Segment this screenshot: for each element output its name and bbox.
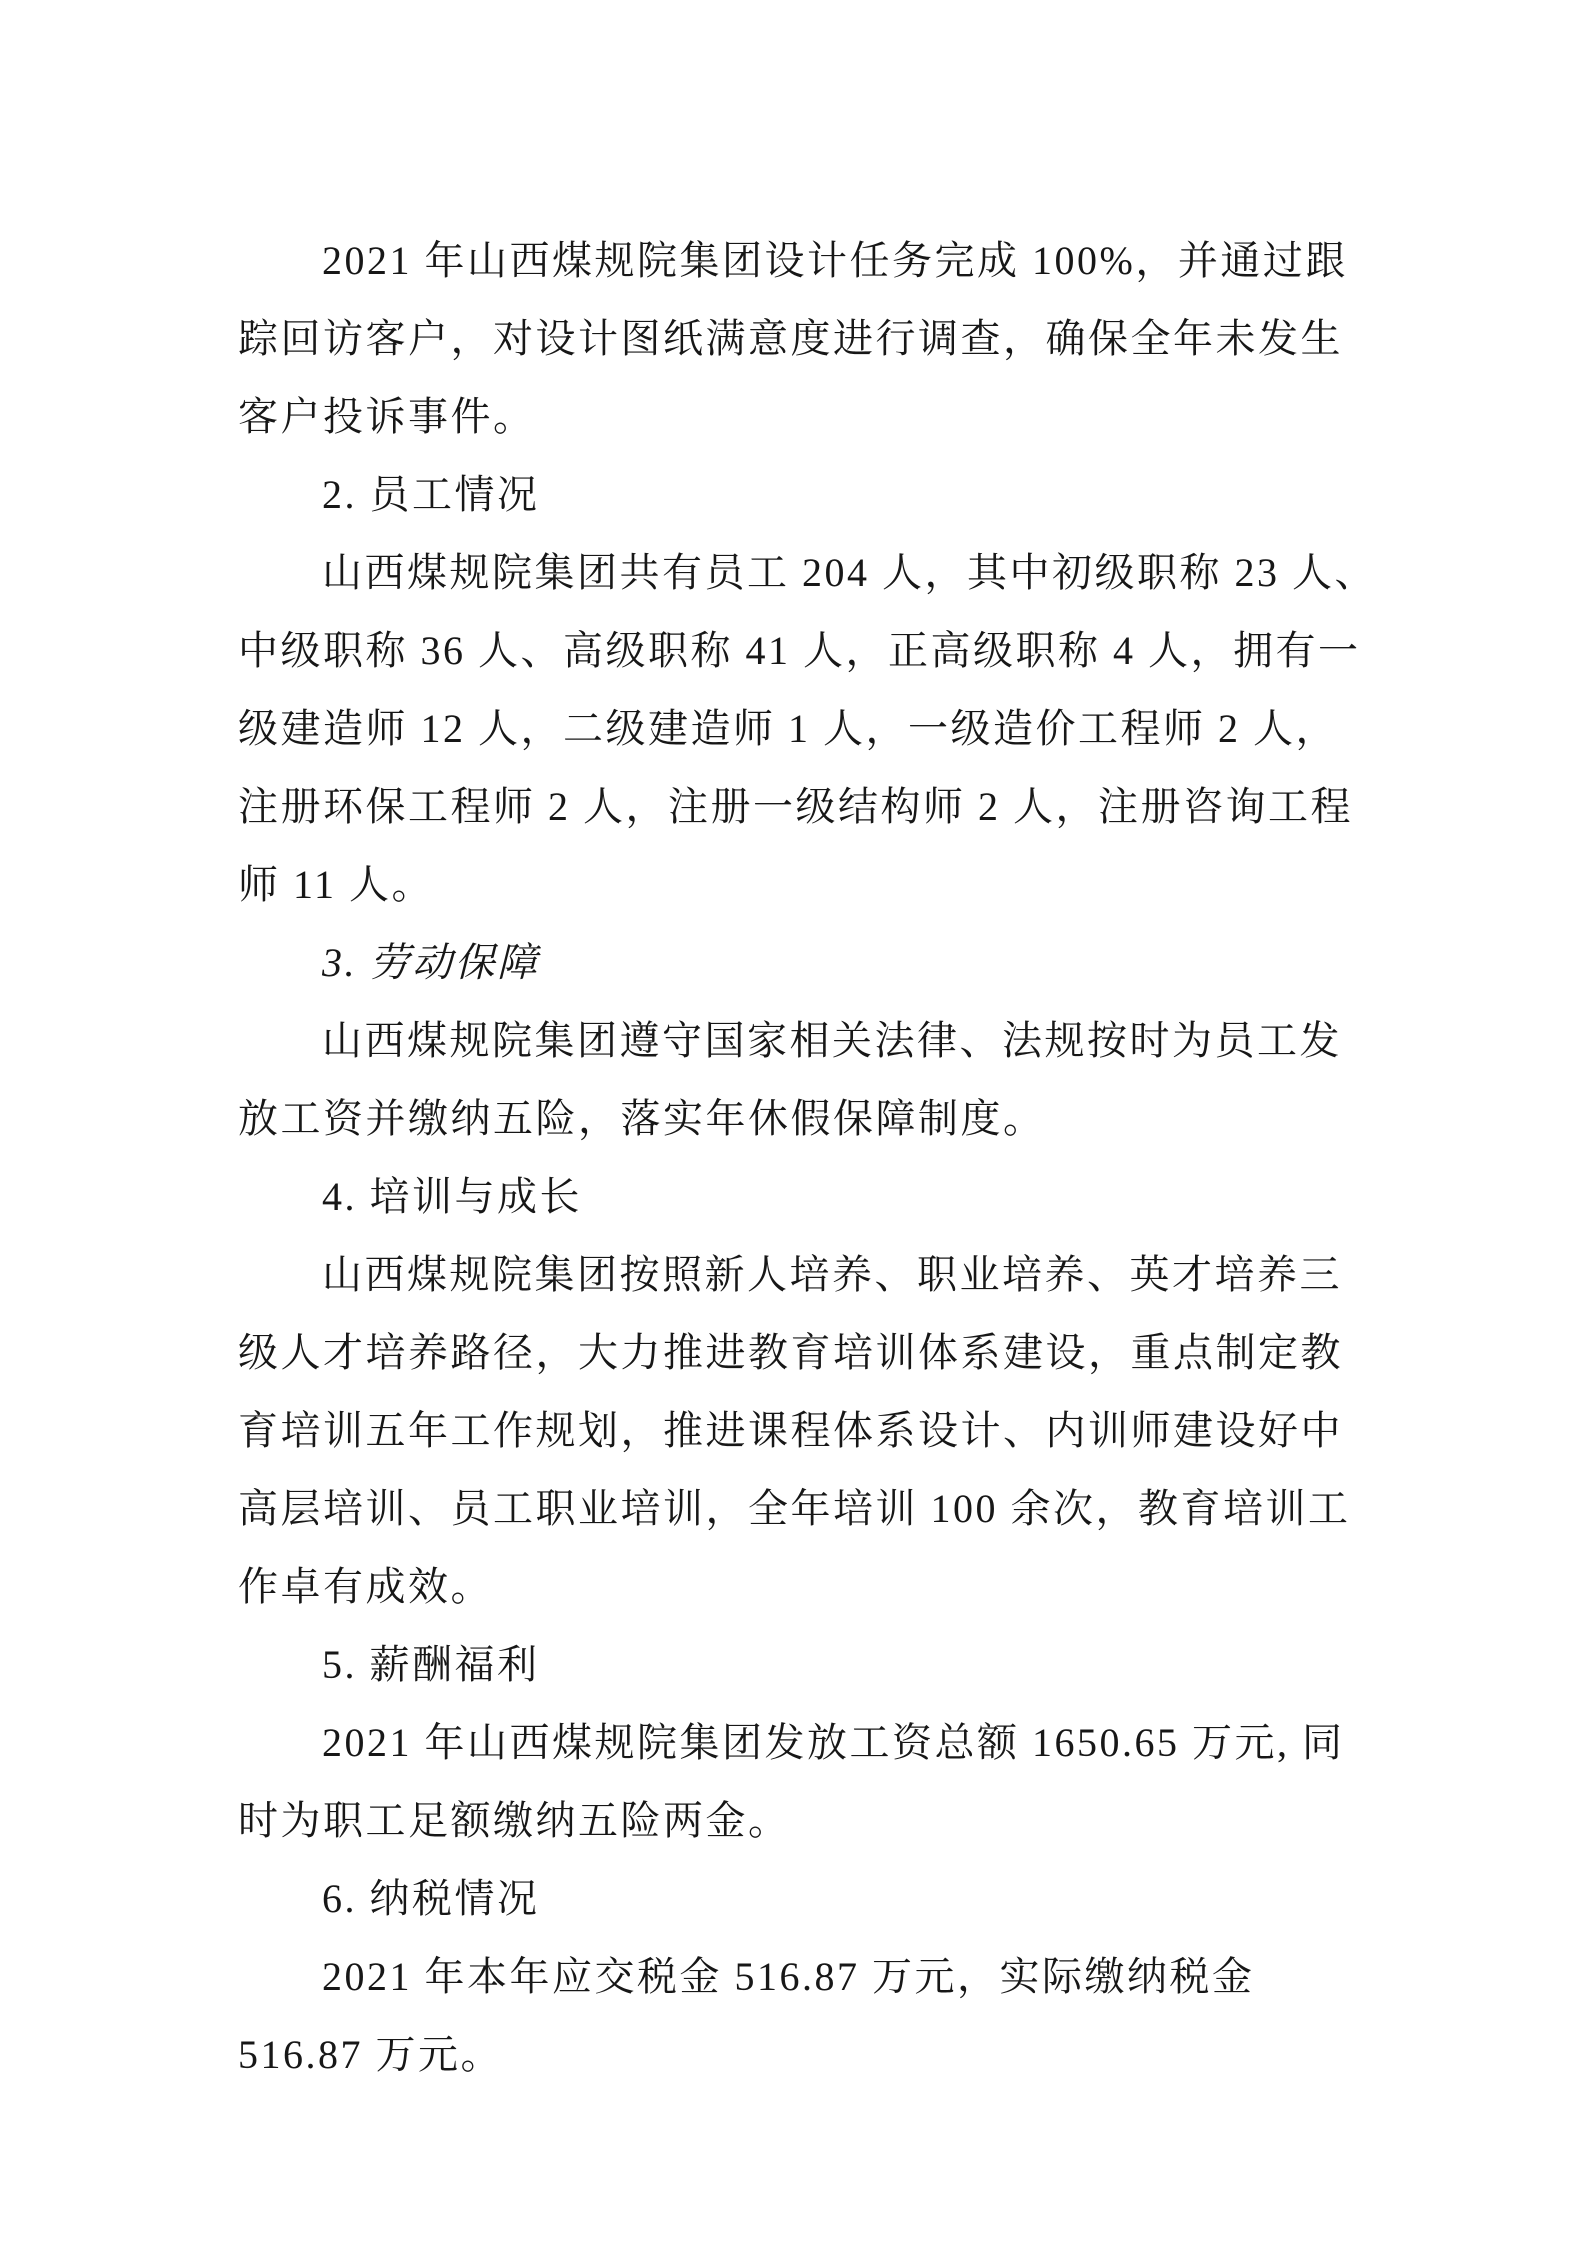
text-line-9: 师 11 人。 — [238, 862, 435, 907]
section-heading-3: 3. 劳动保障 — [322, 940, 540, 985]
text-line-2: 踪回访客户，对设计图纸满意度进行调查，确保全年未发生 — [238, 316, 1343, 361]
text-line-8: 注册环保工程师 2 人，注册一级结构师 2 人，注册咨询工程 — [238, 784, 1353, 829]
text-line-11: 山西煤规院集团遵守国家相关法律、法规按时为员工发 — [322, 1018, 1342, 1063]
section-heading-5: 5. 薪酬福利 — [322, 1642, 540, 1687]
text-line-3: 客户投诉事件。 — [238, 394, 536, 439]
document-body — [238, 222, 1377, 2094]
text-line-5: 山西煤规院集团共有员工 204 人，其中初级职称 23 人、 — [322, 550, 1377, 595]
text-line-24: 516.87 万元。 — [238, 2032, 503, 2077]
text-line-23: 2021 年本年应交税金 516.87 万元，实际缴纳税金 — [322, 1954, 1255, 1999]
text-line-16: 育培训五年工作规划，推进课程体系设计、内训师建设好中 — [238, 1408, 1343, 1453]
text-line-6: 中级职称 36 人、高级职称 41 人，正高级职称 4 人，拥有一 — [238, 628, 1361, 673]
text-line-21: 时为职工足额缴纳五险两金。 — [238, 1798, 791, 1843]
text-line-12: 放工资并缴纳五险，落实年休假保障制度。 — [238, 1096, 1046, 1141]
text-line-15: 级人才培养路径，大力推进教育培训体系建设，重点制定教 — [238, 1330, 1343, 1375]
section-heading-4: 4. 培训与成长 — [322, 1174, 582, 1219]
section-heading-6: 6. 纳税情况 — [322, 1876, 540, 1921]
text-line-17: 高层培训、员工职业培训，全年培训 100 余次，教育培训工 — [238, 1486, 1351, 1531]
text-line-14: 山西煤规院集团按照新人培养、职业培养、英才培养三 — [322, 1252, 1342, 1297]
text-line-7: 级建造师 12 人，二级建造师 1 人，一级造价工程师 2 人， — [238, 706, 1338, 751]
section-heading-2: 2. 员工情况 — [322, 472, 540, 517]
text-line-18: 作卓有成效。 — [238, 1564, 493, 1609]
text-line-20: 2021 年山西煤规院集团发放工资总额 1650.65 万元, 同 — [322, 1720, 1345, 1765]
text-line-1: 2021 年山西煤规院集团设计任务完成 100%，并通过跟 — [322, 238, 1348, 283]
